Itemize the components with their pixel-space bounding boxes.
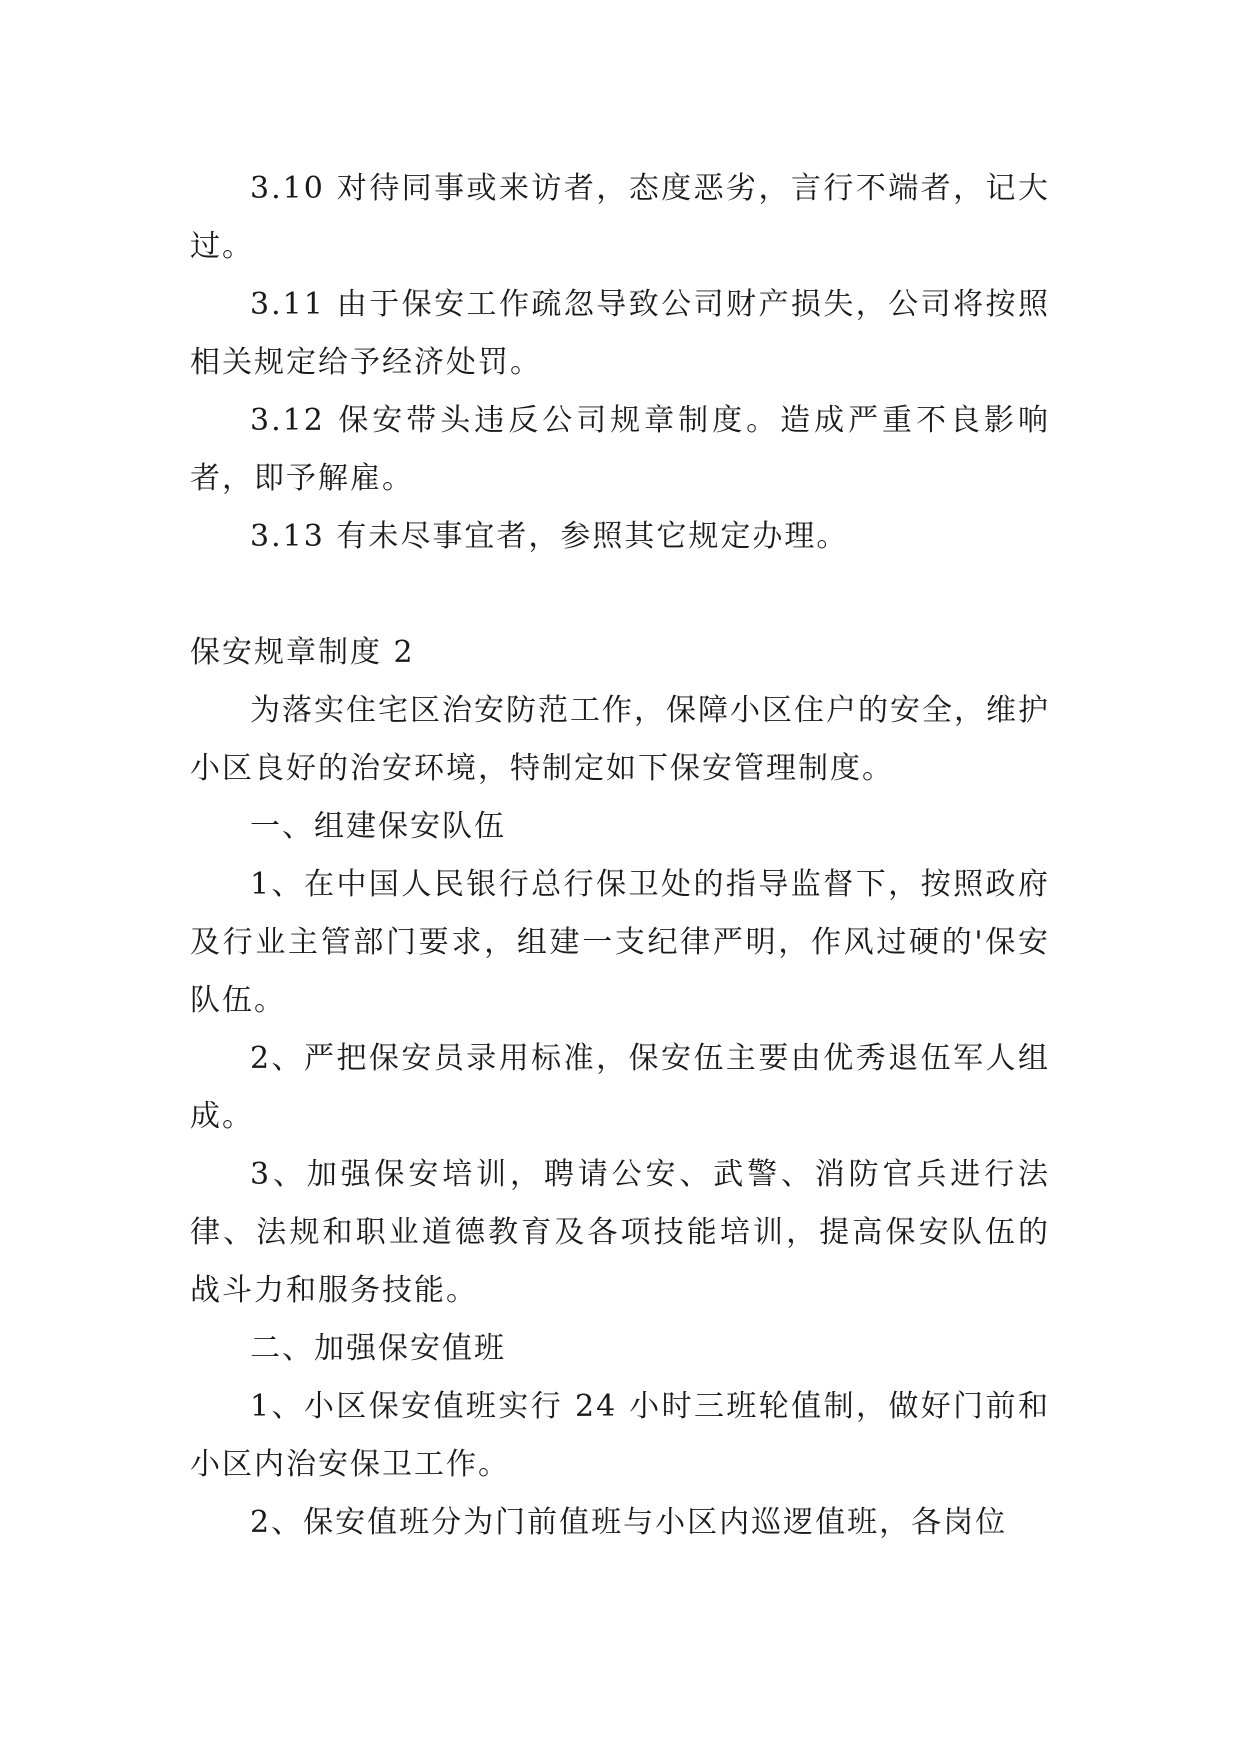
paragraph-item-2: 2、严把保安员录用标准，保安伍主要由优秀退伍军人组成。: [190, 1041, 1050, 1134]
section-title: 保安规章制度 2: [190, 635, 415, 670]
section-gap: [190, 566, 1050, 624]
paragraph-3-10: 3.10 对待同事或来访者，态度恶劣，言行不端者，记大过。: [190, 171, 1050, 264]
paragraph-3-11: 3.11 由于保安工作疏忽导致公司财产损失，公司将按照相关规定给予经济处罚。: [190, 287, 1050, 380]
document-page: [190, 160, 1050, 1552]
paragraph-intro: 为落实住宅区治安防范工作，保障小区住户的安全，维护小区良好的治安环境，特制定如下保安管理制度。: [190, 693, 1050, 786]
paragraph-item-1: 1、在中国人民银行总行保卫处的指导监督下，按照政府及行业主管部门要求，组建一支纪律严明，作风过硬的'保安队伍。: [190, 867, 1050, 1018]
heading-form-team: 一、组建保安队伍: [250, 809, 506, 844]
paragraph-duty-1: 1、小区保安值班实行 24 小时三班轮值制，做好门前和小区内治安保卫工作。: [190, 1389, 1050, 1482]
paragraph-3-13: 3.13 有未尽事宜者，参照其它规定办理。: [250, 519, 849, 554]
paragraph-3-12: 3.12 保安带头违反公司规章制度。造成严重不良影响者，即予解雇。: [190, 403, 1050, 496]
heading-duty: 二、加强保安值班: [250, 1331, 506, 1366]
paragraph-duty-2: 2、保安值班分为门前值班与小区内巡逻值班，各岗位: [250, 1505, 1008, 1540]
paragraph-item-3: 3、加强保安培训，聘请公安、武警、消防官兵进行法律、法规和职业道德教育及各项技能培训，提高保安队伍的战斗力和服务技能。: [190, 1157, 1050, 1308]
